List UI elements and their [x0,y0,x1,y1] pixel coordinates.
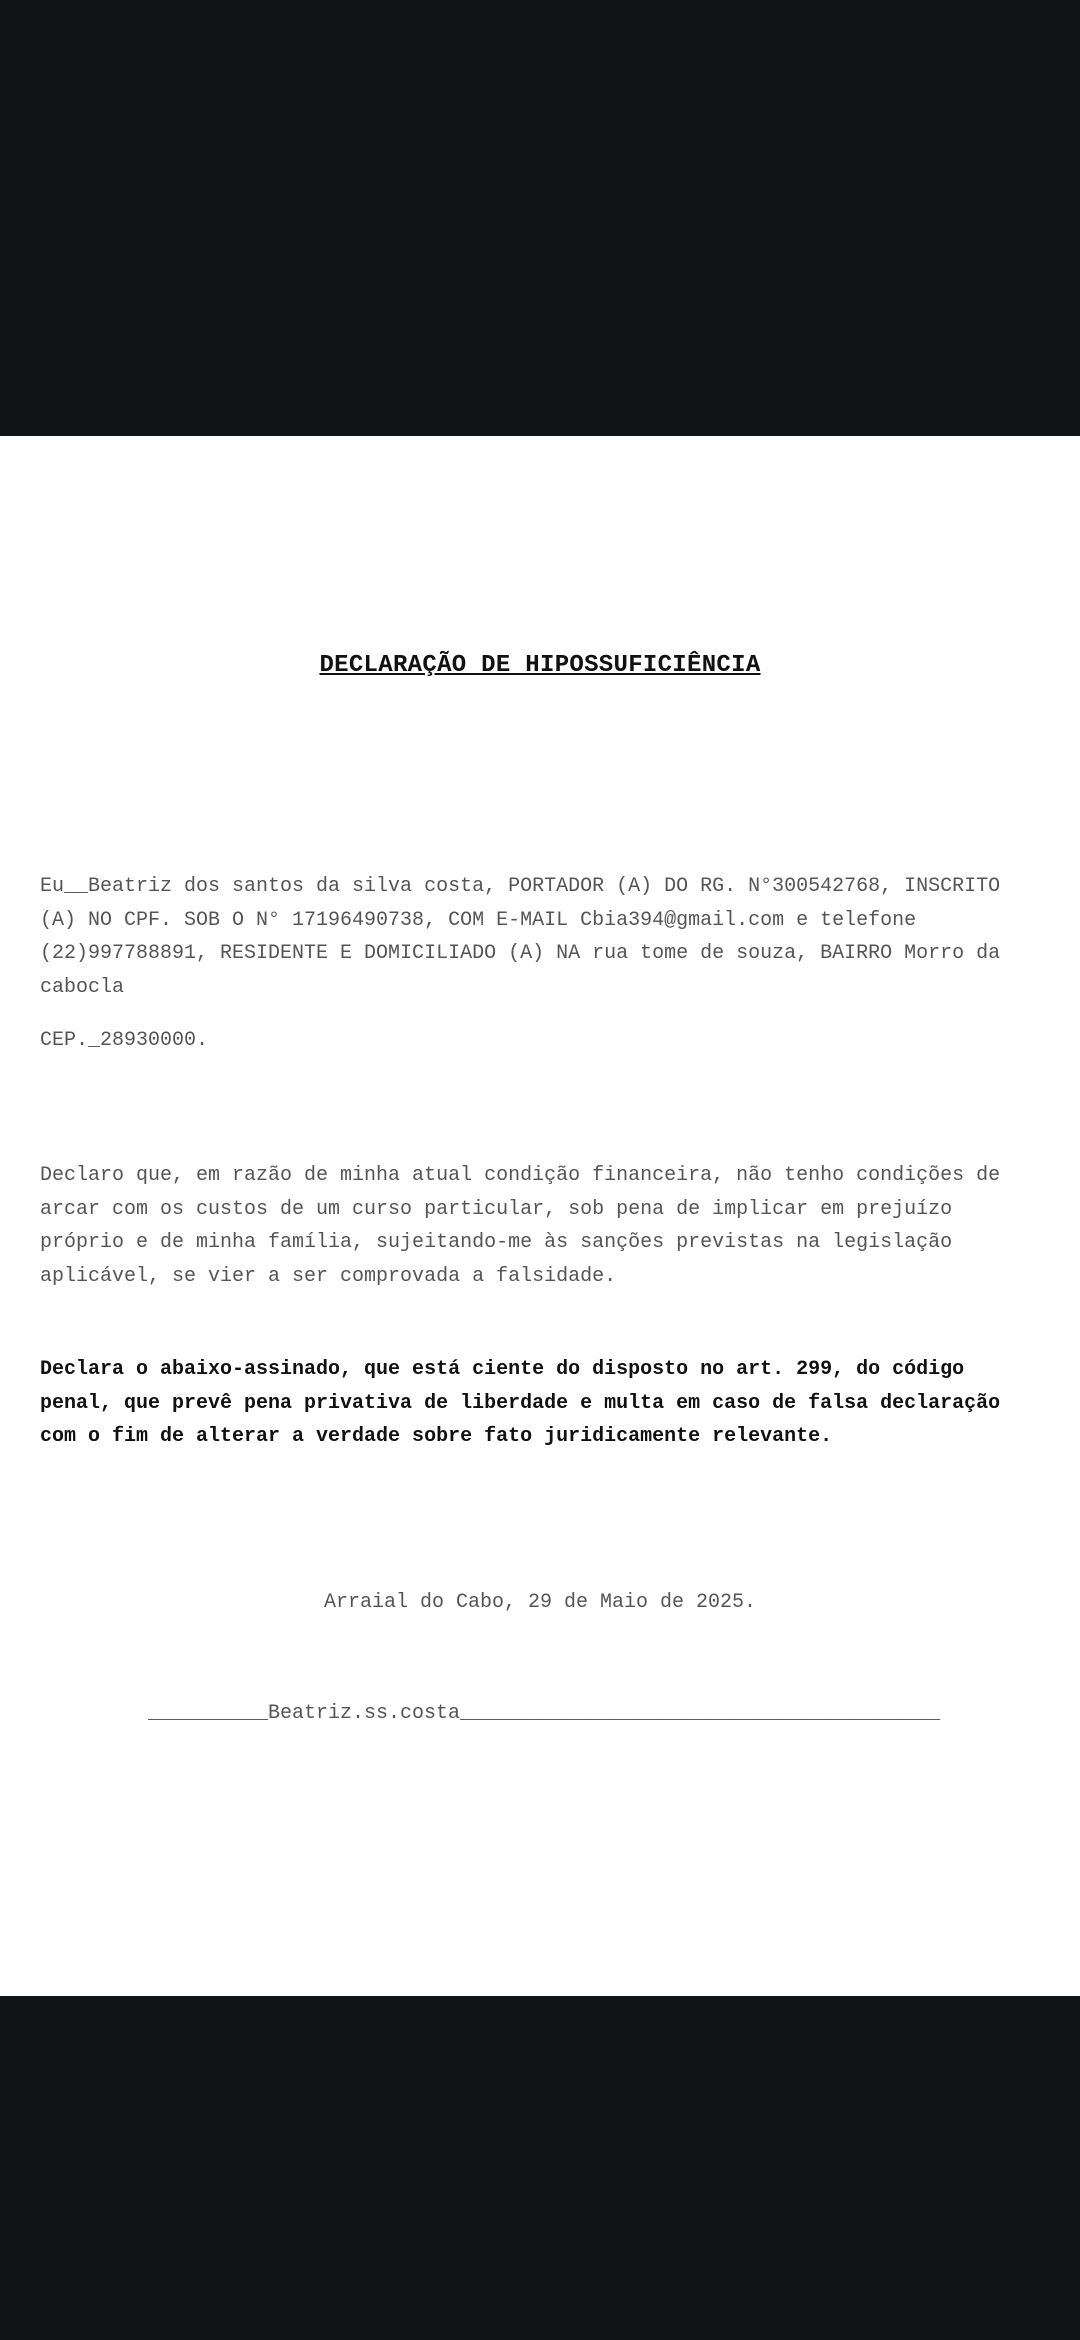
place-date: Arraial do Cabo, 29 de Maio de 2025. [323,1591,757,1614]
identification-paragraph: Eu__Beatriz dos santos da silva costa, PORTADOR (A) DO RG. N°300542768, INSCRITO (A) NO CPF. SOB O N° 17196490738, COM E-MAIL Cbia394@gmail.com e telefone (22)997788891, RESIDENTE E DOMICILIADO (A) NA rua tome de souza, BAIRRO Morro da cabocla [40,875,1001,999]
legal-notice-paragraph: Declara o abaixo-assinado, que está ciente do disposto no art. 299, do código penal, que prevê pena privativa de liberdade e multa em caso de falsa declaração com o fim de alterar a verdade sobre fato juridicamente relevante. [40,1358,1001,1448]
declaration-paragraph: Declaro que, em razão de minha atual condição financeira, não tenho condições de arcar com os custos de um curso particular, sob pena de implicar em prejuízo próprio e de minha família, sujeitando-me às sanções previstas na legislação aplicável, se vier a ser comprovada a falsidade. [40,1164,1001,1288]
signature-line: __________Beatriz.ss.costa________________________________________ [148,1702,941,1725]
document-title: DECLARAÇÃO DE HIPOSSUFICIÊNCIA [319,652,761,679]
document-page [0,436,1080,1996]
cep-line: CEP._28930000. [40,1029,209,1052]
